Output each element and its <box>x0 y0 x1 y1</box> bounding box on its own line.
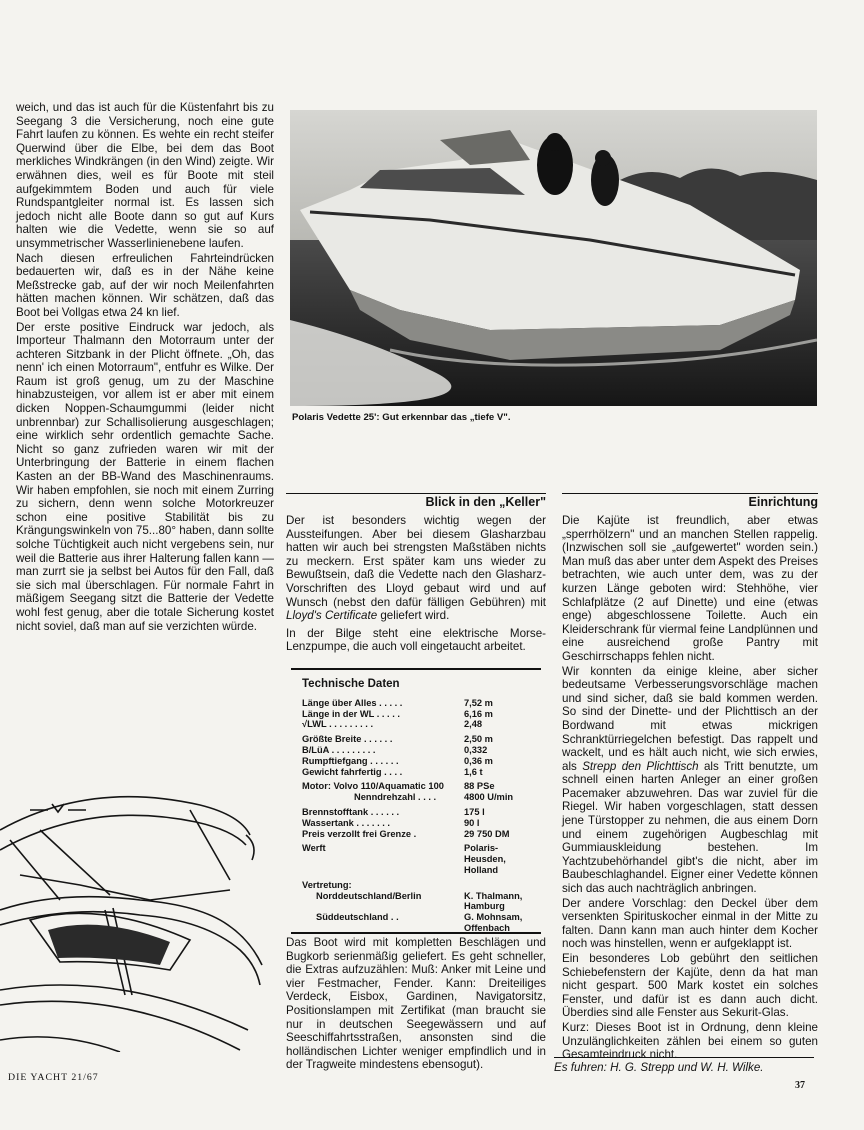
photo-caption: Polaris Vedette 25': Gut erkennbar das „tiefe V". <box>292 412 511 423</box>
table-row: Vertretung: <box>302 879 352 890</box>
author-signoff: Es fuhren: H. G. Strepp und W. H. Wilke. <box>554 1057 814 1074</box>
table-row: Größte Breite . . . . . . 2,50 m <box>302 734 493 745</box>
table-row: Motor: Volvo 110/Aquamatic 100 88 PSe <box>302 781 495 792</box>
table-row: Nenndrehzahl . . . . 4800 U/min <box>354 792 514 803</box>
table-row: Länge in der WL . . . . . 6,16 m <box>302 708 493 719</box>
table-row: Länge über Alles . . . . . 7,52 m <box>302 697 493 708</box>
article-paragraph: Ein besonderes Lob gebührt den seitlichen Schiebefenstern der Kajüte, denn da hat man nicht gespart. 500 Mark kostet ein solches Fenster, und dafür ist es dann auch dicht. Überdies sind alle Fenster aus Sekurit-Glas. <box>562 952 818 1020</box>
article-paragraph: Kurz: Dieses Boot ist in Ordnung, denn kleine Unzulänglichkeiten zählen bei einem so guten Gesamteindruck nicht. <box>562 1020 818 1062</box>
article-column-1 <box>16 101 274 634</box>
section-rule <box>562 493 818 494</box>
section-heading-einrichtung: Einrichtung <box>748 495 818 509</box>
tech-specs-box <box>291 668 541 934</box>
table-row: Preis verzollt frei Grenze . 29 750 DM <box>302 828 510 839</box>
article-paragraph: Der andere Vorschlag: den Deckel über dem versenkten Spirituskocher einmal in der Mitte zu falten. Dann kann man auch hinter dem Kocher noch was hinstellen, wenn er aufgeklappt ist. <box>562 896 818 951</box>
article-paragraph: Der ist besonders wichtig wegen der Aussteifungen. Aber bei diesem Glasharzbau hatten wir auch bei strengsten Maßstäben nichts zu meckern. Erst später kam uns wieder zu Bewußtsein, daß die Vedette nach den Glasharz-Vorschriften des Lloyd gebaut wird und auf Wunsch (nebst den dafür fälligen Gebühren) mit Lloyd's Certificate geliefert wird. <box>286 514 546 623</box>
table-row: Wassertank . . . . . . . 90 l <box>302 817 480 828</box>
table-row: Werft Polaris-Heusden, Holland <box>302 843 506 875</box>
table-row: B/LüA . . . . . . . . . 0,332 <box>302 744 488 755</box>
article-paragraph: Die Kajüte ist freundlich, aber etwas „sperrhölzern" und an manchen Stellen rappelig. (Inzwischen soll sie „aufgewertet" worden sein.) Man muß das aber unter dem Aspekt des Preises betrachten, wie auch unter dem, was zu der kurzen Länge geboten wird: Stehhöhe, vier Schlafplätze (2 auf Dinette) und eine (etwas enge) abgeschlossene Toilette. Auch ein Kleiderschrank für viermal feine Landplünnen und eine ausreichend große Pantry mit Geschirrschapps fehlen nicht. <box>562 514 818 663</box>
magazine-footer: DIE YACHT 21/67 <box>8 1072 99 1083</box>
page-number: 37 <box>795 1080 805 1091</box>
article-paragraph: Wir konnten da einige kleine, aber sicher bedeutsame Verbesserungsvorschläge machen und sind sicher, daß sie bald kommen werden. So sind der Dinette- und der Plichttisch an der Bordwand mit etwas mickrigen Schranktürriegelchen befestigt. Das rappelt und wackelt, und es hält auch nicht, wie sich erwies, als Strepp den Plichttisch als Tritt benutzte, um schnell einen harten Anleger an einer großen Pacemaker abzuwehren. Das war zuviel für die Riegel. Wir haben vorgeschlagen, statt dessen jene Türstopper zu nehmen, die aus einem Dorn und einem zugehörigen Augbeschlag mit Gummiauskleidung bestehen. Im Yachtzubehörhandel gibt's die nicht, aber im Baubeschlaghandel. Eigner einer Vedette können sich das auch nachträglich anbringen. <box>562 664 818 896</box>
section-heading-keller: Blick in den „Keller" <box>425 495 546 509</box>
article-paragraph: Nach diesen erfreulichen Fahrteindrücken bedauerten wir, daß es in der Nähe keine Meßstrecke gab, auf der wir noch Meilenfahrten hätten machen können. Wir schätzen, daß das Boot bei Vollgas etwa 24 kn lief. <box>16 251 274 319</box>
article-column-2-bottom <box>286 936 546 1073</box>
article-paragraph: Der erste positive Eindruck war jedoch, als Importeur Thalmann den Motorraum unter der achteren Sitzbank in der Plicht öffnete. „Oh, das nenn' ich einen Motorraum", entfuhr es Wilke. Der Raum ist groß genug, um zu der Maschine hinabzusteigen, vor allem ist er aber mit einem dicken Noppen-Schaumgummi (leider nicht unbrennbar) zur Schallisolierung ausgeschlagen; eine wirklich sehr ordentlich gemachte Sache. Nicht so ganz zufrieden waren wir mit der Unterbringung der Batterie in einem flachen Kasten an der BB-Wand des Maschinenraums. Wir haben empfohlen, sie noch mit einem Zurring zu sichern, denn wenn solche Motorkreuzer schon eine positive Stabilität bis zu Krängungswinkeln von 75...80° haben, dann sollte solche Tüchtigkeit auch nicht vergebens sein, nur weil die Batterie aus ihrer Halterung fallen kann — man zurrt sie ja selbst bei Autos für den Fall, daß sie sich mal überschlagen. Für normale Fahrt in mäßigem Seegang sitzt die Batterie der Vedette wohl fest genug, aber die totale Sicherung kostet nicht soviel, daß man auf sie verzichten würde. <box>16 320 274 633</box>
table-row: Süddeutschland . . G. Mohnsam, Offenbach <box>316 912 523 933</box>
boat-photo-illustration <box>290 110 817 406</box>
table-row: Gewicht fahrfertig . . . . 1,6 t <box>302 766 483 777</box>
table-row: Norddeutschland/Berlin K. Thalmann, Hamburg <box>316 890 523 912</box>
table-row: √LWL . . . . . . . . . 2,48 <box>302 719 483 730</box>
article-column-3 <box>562 493 818 1063</box>
boat-line-drawing <box>0 790 276 1052</box>
tech-specs-title: Technische Daten <box>302 678 400 690</box>
boat-photo <box>290 110 817 406</box>
section-rule <box>286 493 546 494</box>
article-paragraph: In der Bilge steht eine elektrische Morse-Lenzpumpe, die auch voll eingetaucht arbeitet. <box>286 626 546 654</box>
article-paragraph: Das Boot wird mit kompletten Beschlägen und Bugkorb serienmäßig geliefert. Es geht schneller, die Extras aufzuzählen: Muß: Anker mit Leine und vier Festmacher, Fender. Kann: Dreiteiliges Verdeck, Eisbox, Gardinen, Navigatorsitz, Positionslampen mit Zertifikat (man braucht sie nur in deutschen Seegewässern und auf Seeschiffahrtsstraßen, ansonsten sind die holländischen Lichter weniger empfindlich und in der Tragweite mindestens ebensogut). <box>286 936 546 1072</box>
table-row: Brennstofftank . . . . . . 175 l <box>302 806 485 817</box>
article-paragraph: weich, und das ist auch für die Küstenfahrt bis zu Seegang 3 die Versicherung, noch eine gute Fahrt laufen zu können. Es wehte ein recht steifer Querwind über die Elbe, bei dem das Boot merkliches Windkrängen (in den Wind) zeigte. Wir erwähnen dies, weil es für Boote mit steil aufgekimmtem Boden und auch für viele Rundspantgleiter normal ist. Es lassen sich jedoch nicht alle Boote dann so gut auf Kurs halten wie die Vedette, wenn sie so auf unsymmetrischer Wasserlinienebene laufen. <box>16 101 274 250</box>
article-column-2 <box>286 493 546 655</box>
table-row: Rumpftiefgang . . . . . . 0,36 m <box>302 755 493 766</box>
tech-specs-table <box>302 698 532 934</box>
